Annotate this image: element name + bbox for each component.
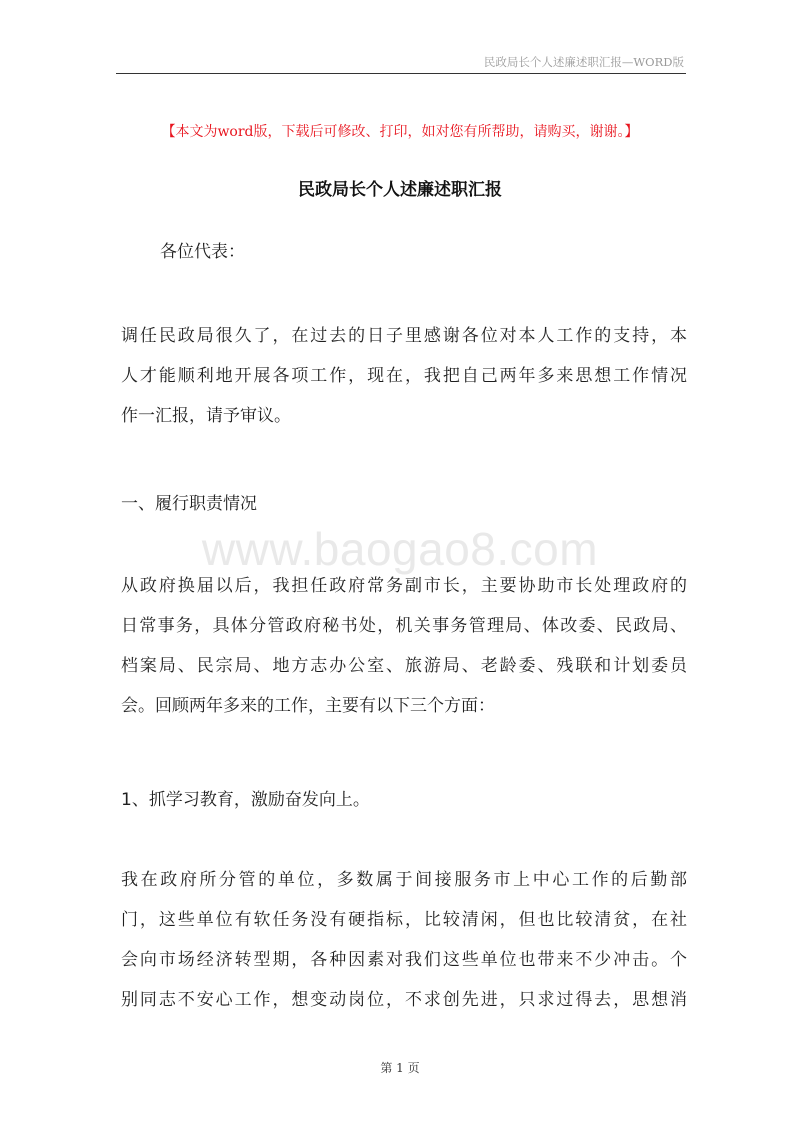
- text-line: 档案局、民宗局、地方志办公室、旅游局、老龄委、残联和计划委员: [121, 656, 687, 676]
- page-number: 第 1 页: [380, 1061, 420, 1075]
- text-line: 会。回顾两年多来的工作，主要有以下三个方面：: [121, 696, 495, 716]
- text-line: 人才能顺利地开展各项工作，现在，我把自己两年多来思想工作情况: [121, 366, 687, 386]
- item-1-paragraph: [121, 860, 687, 1020]
- text-line: 门，这些单位有软任务没有硬指标，比较清闲，但也比较清贫，在社: [121, 910, 687, 930]
- text-line: 日常事务，具体分管政府秘书处，机关事务管理局、体改委、民政局、: [121, 616, 687, 636]
- watermark: www.baogao8.com: [201, 523, 599, 575]
- running-header: 民政局长个人述廉述职汇报—WORD版: [483, 55, 684, 69]
- item-heading: 1、抓学习教育，激励奋发向上。: [121, 790, 370, 810]
- document-title: 民政局长个人述廉述职汇报: [298, 180, 502, 200]
- text-line: 作一汇报，请予审议。: [121, 406, 291, 426]
- intro-paragraph: [121, 316, 687, 436]
- text-line: 会向市场经济转型期，各种因素对我们这些单位也带来不少冲击。个: [121, 950, 687, 970]
- purchase-notice: 【本文为word版，下载后可修改、打印，如对您有所帮助，请购买，谢谢。】: [161, 124, 639, 140]
- header-rule: [116, 73, 686, 74]
- section-1-paragraph: [121, 566, 687, 726]
- text-line: 别同志不安心工作，想变动岗位，不求创先进，只求过得去，思想消: [121, 990, 687, 1010]
- salutation: 各位代表：: [160, 242, 245, 262]
- text-line: 调任民政局很久了，在过去的日子里感谢各位对本人工作的支持，本: [121, 326, 687, 346]
- text-line: 我在政府所分管的单位，多数属于间接服务市上中心工作的后勤部: [121, 870, 687, 890]
- section-heading: 一、履行职责情况: [121, 494, 257, 514]
- text-line: 从政府换届以后，我担任政府常务副市长，主要协助市长处理政府的: [121, 576, 687, 596]
